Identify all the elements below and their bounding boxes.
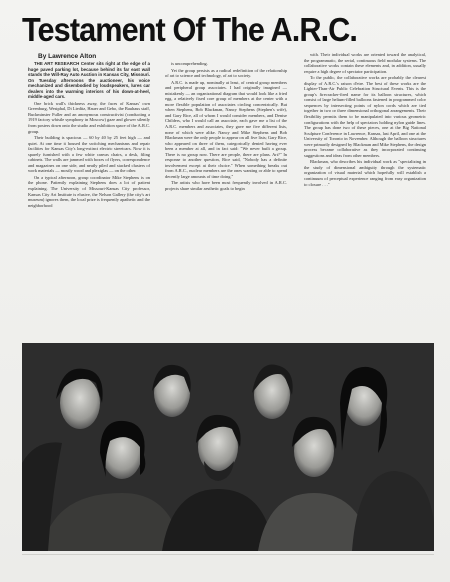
text-column-2	[165, 61, 287, 315]
photo-bottom-rule	[22, 554, 434, 555]
paragraph: THE ART RESEARCH Center sits right at the edge of a huge paved parking lot, because behind its far east wall stands the Will-Ray Auto Auction in Kansas City, Missouri. On Tuesday afternoons the auctioneer, his voice mechanized and disembodied by loudspeakers, lures car dealers into the warming interiors of his down-at-heel, middle-aged cars.	[28, 61, 150, 100]
paragraph: One brick wall's thickness away, the faces of Kansas' own Greenburg, Westphal, Di Lieditz, Hauer and Gebo, the Bauhaus staff, Buckminster Fuller and an anonymous constructivist (conducting a 1919 factory whistle symphony in Moscow) gaze and glower silently from posters down onto the studio and exhibition space of the A.R.C. group.	[28, 100, 150, 134]
article-byline: By Lawrence Alton	[38, 53, 97, 60]
group-photo	[22, 343, 434, 551]
paragraph: On a typical afternoon, group coordinator Mike Stephens is on the phone. Patiently explaining Stephens does a lot of patient explaining. The University of Missouri-Kansas City professor, Kansas City Art Institute is elusive, the Nelson Gallery (the city's art museum) ignores them, the local prize is frequently apathetic and the neighborhood	[28, 174, 150, 208]
paragraph: Blackman, who describes his individual work as "specializing in the study of dimensional ambiguity through the systematic organization of visual material which hopefully will establish a continuum of perceptual experience ranging from easy organization to closure . . ."	[304, 159, 426, 187]
paragraph: To the public, the collaborative works are probably the clearest display of A.R.C.'s raison d'etre. The best of these works are the Lighter-Than-Air Public Celebration Structural Events. This is the group's firecracker-fired name for its balloon structures, which consist of large helium-filled balloons fastened in programmed color sequences by intersecting points of nylon cords which are tied together in two or three dimensional orthogonal arrangements. Their flexibility permits them to be manipulated into various geometric configurations with the help of spectators holding nylon guide lines. The group has done two of these pieces, one at the Big National Sculpture Conference in Lawrence, Kansas, last April, and one at the University of Toronto in November. Although the balloon structures were primarily designed by Blackman and Mike Stephens, the design process became collaborative as they incorporated continuing suggestions and ideas from other members.	[304, 75, 426, 158]
paragraph: Yet the group persists as a radical redefinition of the relationship of art to science and technology, of art to society.	[165, 67, 287, 79]
paragraph: A.R.C. is made up, nominally at least, of central group members and peripheral group associates. I had originally imagined — mistakenly — an organizational diagram that would look like a fried egg, a relatively fixed core group of members at the center with a more flexible population of associates circling concentrically. But when Stephens, Bob Blackman, Nancy Stephens (Stephen's wife), and Gary Rice, all of whom I would consider members, and Denise Childers, who I would call an associate, each gave me a list of the A.R.C. members and associates, they gave me five different lists, none of which were alike. Nancy and Mike Stephens and Bob Blackman were the only people to appear on all five lists; Gary Rice, who appeared on three of them, categorically denied having ever been a member at all, and in fact said: "We never built a group. There is no group now. There are people, there are plans. Art?" In response to another question, Rice said, "Nobody has a definite involvement except at their choice." When something breaks out from A.R.C., nuclear members are the ones wanting or able to spend decently large amounts of time doing."	[165, 79, 287, 179]
paragraph: is uncomprehending.	[171, 61, 208, 66]
paragraph: The artists who have been most frequently involved in A.R.C. projects share similar aesthetic goals to begin	[165, 180, 287, 192]
text-column-1	[28, 61, 150, 334]
text-column-3	[304, 52, 426, 320]
article-title: Testament Of The A.R.C.	[22, 11, 358, 48]
paragraph: with. Their individual works are oriented toward the analytical, the programmatic, the serial, continuous field modular systems. The collaborative works contain these elements and, in addition, usually require a high degree of spectator participation.	[304, 52, 426, 74]
paragraph: Their building is spacious — 60 by 40 by 25 feet high — and quiet. At one time it housed the switching mechanisms and repair facilities for Kansas City's long-extinct electric streetcars. Now it is sparely furnished with a few white canvas chairs, a desk, filing cabinets. The walls are jammed with boxes of flyers, correspondence and magazines on one side, and neatly piled and stacked clusters of work materials — mostly wood and plexiglas — on the other.	[28, 135, 150, 174]
